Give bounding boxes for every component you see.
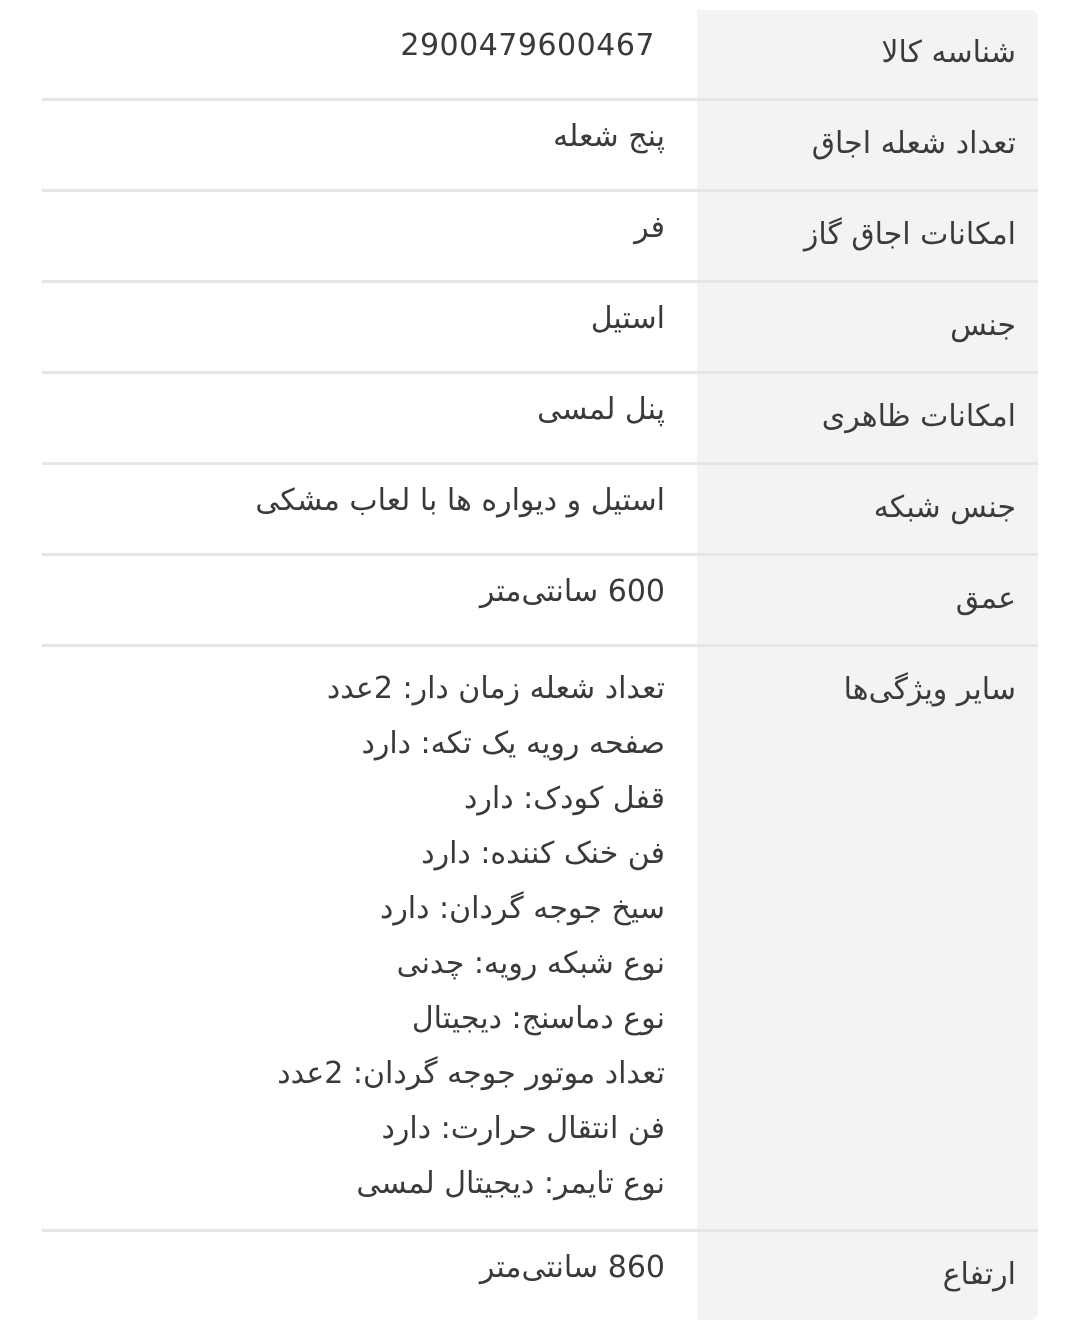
spec-row-grate-material [42, 465, 1038, 556]
spec-row-appearance [42, 374, 1038, 465]
feature-line: صفحه رویه یک تکه: دارد [361, 726, 665, 761]
product-specs-table [42, 10, 1038, 1320]
spec-label: تعداد شعله اجاق [697, 101, 1038, 189]
spec-row-other-features [42, 647, 1038, 1232]
feature-line: سیخ جوجه گردان: دارد [379, 891, 665, 926]
spec-row-burners [42, 101, 1038, 192]
spec-row-material [42, 283, 1038, 374]
spec-row-height [42, 1232, 1038, 1320]
feature-line: فن خنک کننده: دارد [421, 836, 665, 871]
spec-row-stove-features [42, 192, 1038, 283]
spec-value: پنج شعله [553, 119, 665, 154]
feature-line: فن انتقال حرارت: دارد [381, 1111, 665, 1146]
spec-label: جنس [697, 283, 1038, 371]
spec-label: ارتفاع [697, 1232, 1038, 1320]
spec-label: عمق [697, 556, 1038, 644]
spec-value: پنل لمسی [537, 392, 665, 427]
spec-label: امکانات ظاهری [697, 374, 1038, 462]
spec-row-depth [42, 556, 1038, 647]
spec-value: فر [634, 210, 665, 245]
feature-line: تعداد شعله زمان دار: 2عدد [326, 671, 665, 706]
product-id-text: 2900479600467 [400, 28, 655, 63]
feature-line: تعداد موتور جوجه گردان: 2عدد [277, 1056, 665, 1091]
spec-value: 860 سانتی‌متر [479, 1250, 665, 1285]
spec-value: استیل [590, 301, 665, 336]
spec-row-product-id [42, 10, 1038, 101]
feature-line: نوع دماسنج: دیجیتال [411, 1001, 665, 1036]
spec-value-list [42, 647, 697, 1229]
spec-value: 600 سانتی‌متر [479, 574, 665, 609]
feature-line: قفل کودک: دارد [464, 781, 665, 816]
spec-value [42, 10, 697, 98]
feature-line: نوع تایمر: دیجیتال لمسی [356, 1166, 665, 1201]
spec-label: سایر ویژگی‌ها [697, 647, 1038, 1229]
feature-line: نوع شبکه رویه: چدنی [396, 946, 665, 981]
spec-label: امکانات اجاق گاز [697, 192, 1038, 280]
spec-label: جنس شبکه [697, 465, 1038, 553]
spec-label: شناسه کالا [697, 10, 1038, 98]
spec-value: استیل و دیواره ها با لعاب مشکی [255, 483, 665, 518]
